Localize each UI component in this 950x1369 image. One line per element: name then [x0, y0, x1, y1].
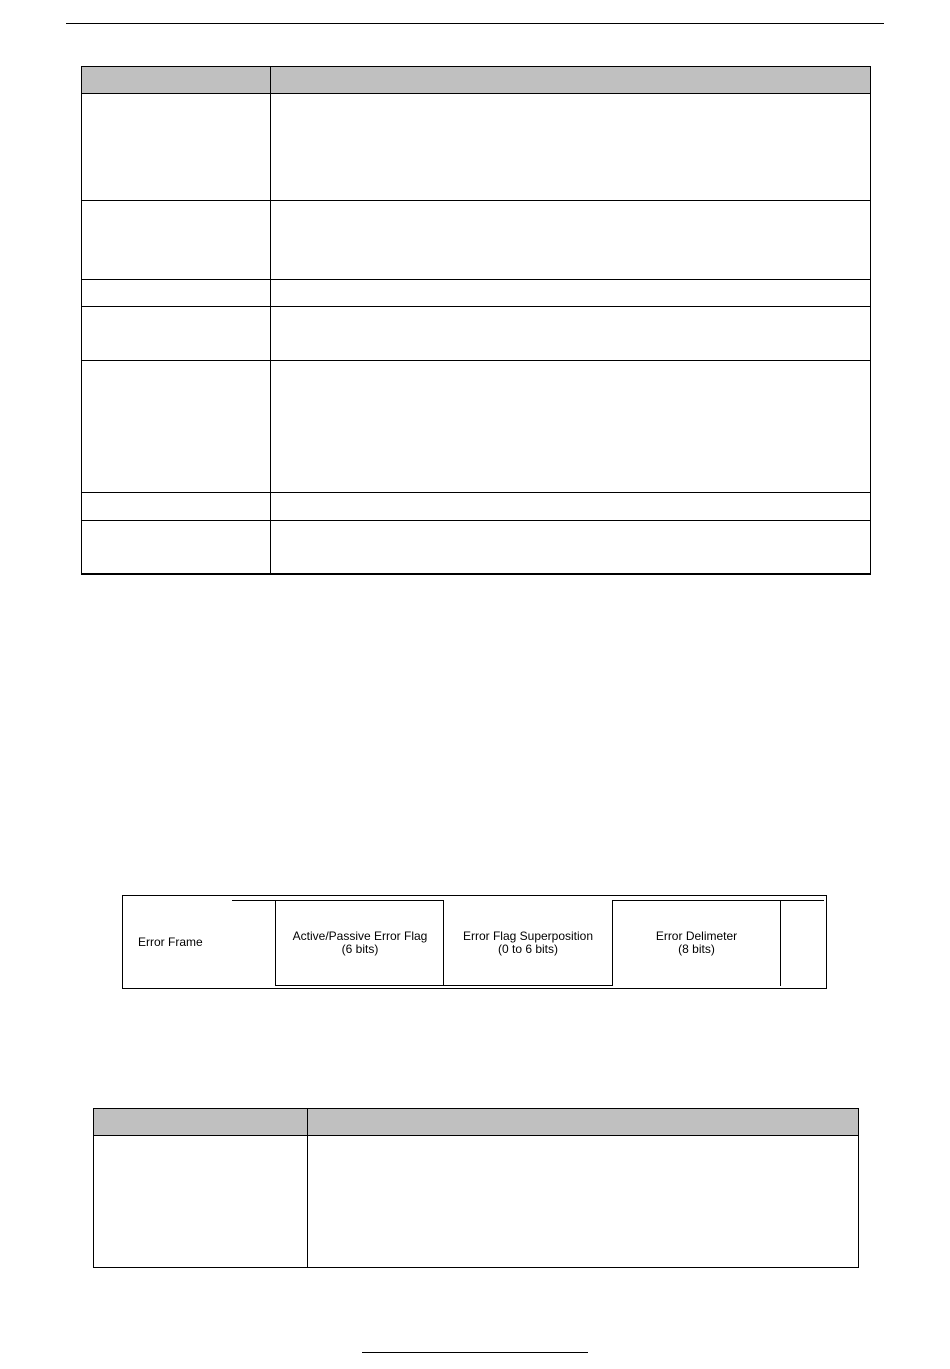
- field-size: (0 to 6 bits): [497, 942, 559, 956]
- table-row: [82, 280, 871, 307]
- error-flag-field: [276, 930, 444, 956]
- header-cell: [82, 67, 271, 94]
- field-name: Error Flag Superposition: [462, 929, 594, 943]
- table-header-row: [82, 67, 871, 94]
- table-row: [82, 493, 871, 521]
- field-size: (8 bits): [678, 942, 715, 956]
- field-name: Error Delimeter: [655, 929, 738, 943]
- table-row: [82, 307, 871, 361]
- field-table-bottom: [93, 1108, 859, 1268]
- table-row: [82, 361, 871, 493]
- header-cell: [271, 67, 871, 94]
- diagram-line: [232, 900, 276, 901]
- field-name: Active/Passive Error Flag: [292, 929, 428, 943]
- error-frame-diagram: [122, 895, 827, 989]
- table-row: [82, 521, 871, 574]
- diagram-line: [780, 900, 781, 986]
- table-header-row: [94, 1109, 859, 1136]
- table-row: [94, 1136, 859, 1268]
- error-frame-label: Error Frame: [138, 935, 203, 949]
- table-row: [82, 94, 871, 201]
- footer-rule: [362, 1352, 588, 1353]
- field-size: (6 bits): [341, 942, 379, 956]
- diagram-line: [612, 900, 824, 901]
- field-table-top: [81, 66, 871, 575]
- header-cell: [308, 1109, 859, 1136]
- delimiter-field: [613, 930, 780, 956]
- header-rule: [66, 23, 884, 24]
- diagram-line: [443, 985, 613, 986]
- superposition-field: [444, 930, 612, 956]
- diagram-line: [275, 985, 444, 986]
- diagram-line: [275, 900, 443, 901]
- header-cell: [94, 1109, 308, 1136]
- table-row: [82, 201, 871, 280]
